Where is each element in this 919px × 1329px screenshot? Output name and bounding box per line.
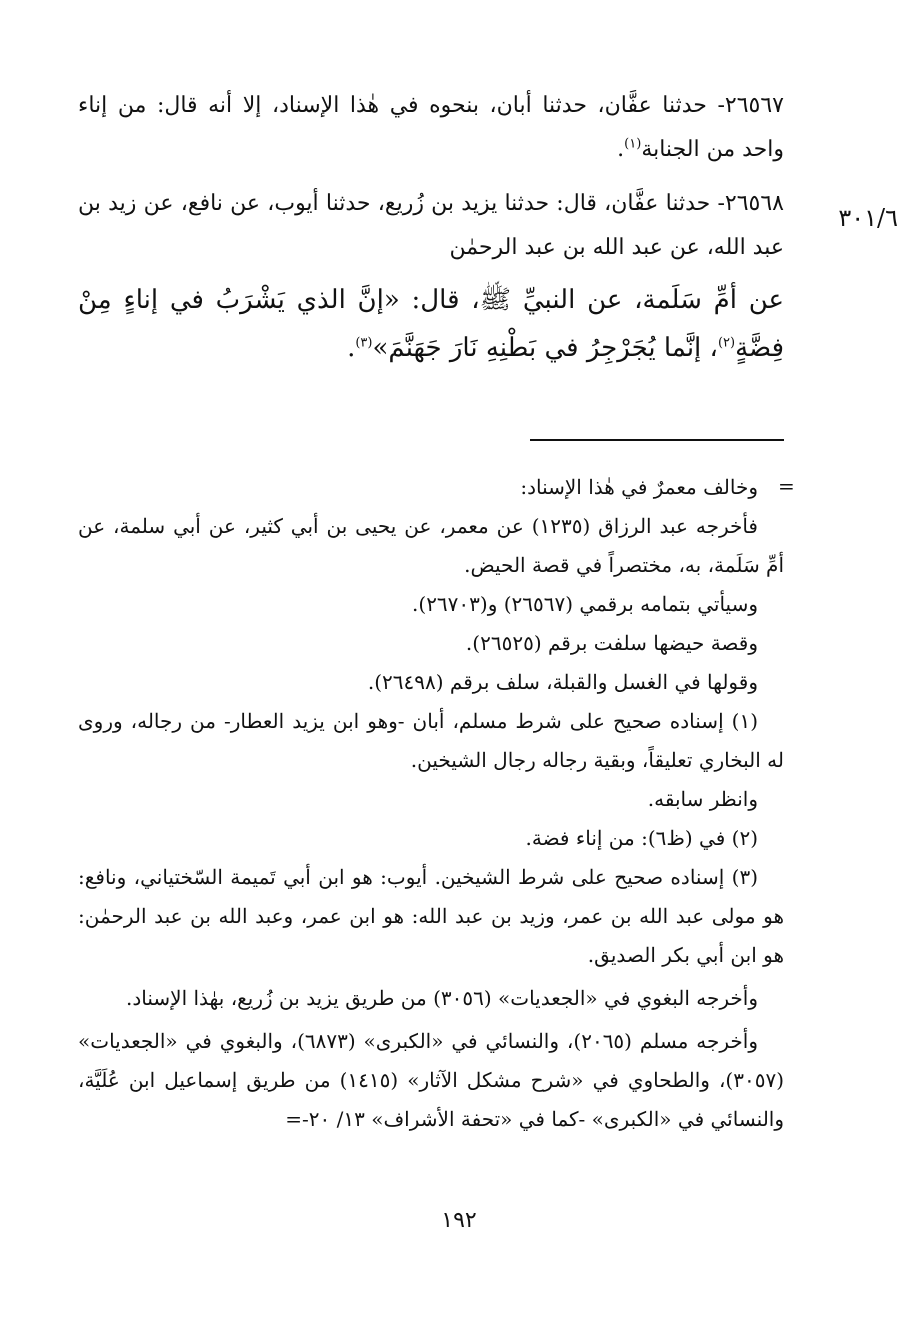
page-number: ١٩٢ bbox=[441, 1208, 477, 1233]
hadith-26568-isnad: ٢٦٥٦٨- حدثنا عفَّان، قال: حدثنا يزيد بن زُريع، حدثنا أيوب، عن نافع، عن زيد بن عبد الله، عن عبد الله بن عبد الرحمٰن bbox=[78, 191, 784, 260]
footnote-line: وقولها في الغسل والقبلة، سلف برقم (٢٦٤٩٨). bbox=[367, 670, 758, 694]
footnote-line: وخالف معمرٌ في هٰذا الإسناد: bbox=[520, 475, 758, 499]
footnote-1: (١) إسناده صحيح على شرط مسلم، أبان -وهو ابن يزيد العطار- من رجاله، وروى له البخاري تعليقاً، وبقية رجاله رجال الشيخين. bbox=[78, 709, 784, 772]
footnote-2: (٢) في (ظ٦): من إناء فضة. bbox=[525, 826, 758, 850]
hadith-26567 bbox=[78, 84, 784, 172]
main-text bbox=[78, 84, 784, 372]
footnote-continuation-mark: = bbox=[778, 474, 795, 498]
hadith-matn-part-b: ، إنَّما يُجَرْجِرُ في بَطْنِهِ نَارَ جَهَنَّمَ» bbox=[372, 333, 718, 363]
footnote-line: وسيأتي بتمامه برقمي (٢٦٥٦٧) و(٢٦٧٠٣). bbox=[412, 592, 758, 616]
hadith-26567-end: . bbox=[617, 137, 625, 162]
footnote-line: وأخرجه البغوي في «الجعديات» (٣٠٥٦) من طريق يزيد بن زُريع، بهٰذا الإسناد. bbox=[126, 986, 758, 1010]
margin-volume-page-reference: ٣٠١/٦ bbox=[838, 204, 898, 232]
footnote-ref-3: (٣) bbox=[355, 335, 373, 351]
footnote-separator-rule bbox=[530, 439, 784, 441]
footnote-ref-2: (٢) bbox=[717, 335, 736, 351]
hadith-26568-matn bbox=[78, 276, 784, 372]
footnote-line: فأخرجه عبد الرزاق (١٢٣٥) عن معمر، عن يحيى بن أبي كثير، عن أبي سلمة، عن أمِّ سَلَمة، به، مختصراً في قصة الحيض. bbox=[78, 514, 784, 577]
footnote-3: (٣) إسناده صحيح على شرط الشيخين. أيوب: هو ابن أبي تَميمة السّختياني، ونافع: هو مولى عبد الله بن عمر، وزيد بن عبد الله: هو ابن عمر، وعبد الله بن عبد الرحمٰن: هو ابن أبي بكر الصديق. bbox=[78, 865, 784, 967]
footnote-line: وأخرجه مسلم (٢٠٦٥)، والنسائي في «الكبرى» (٦٨٧٣)، والبغوي في «الجعديات» (٣٠٥٧)، والطحاوي في «شرح مشكل الآثار» (١٤١٥) من طريق إسماعيل ابن عُلَيَّة، والنسائي في «الكبرى» -كما في «تحفة الأشراف» ١٣/ ٢٠-= bbox=[78, 1029, 784, 1131]
hadith-matn-part-a: عن أمِّ سَلَمة، عن النبيِّ ﷺ، قال: «إنَّ الذي يَشْرَبُ في إناءٍ مِنْ فِضَّةٍ bbox=[78, 285, 784, 363]
footnote-line: وانظر سابقه. bbox=[647, 787, 758, 811]
hadith-matn-end: . bbox=[347, 333, 356, 363]
footnote-ref-1: (١) bbox=[624, 136, 642, 152]
hadith-26567-text: ٢٦٥٦٧- حدثنا عفَّان، حدثنا أبان، بنحوه في هٰذا الإسناد، إلا أنه قال: من إناء واحد من الجنابة bbox=[78, 93, 784, 162]
footnote-line: وقصة حيضها سلفت برقم (٢٦٥٢٥). bbox=[465, 631, 758, 655]
footnotes-section bbox=[78, 468, 784, 1139]
